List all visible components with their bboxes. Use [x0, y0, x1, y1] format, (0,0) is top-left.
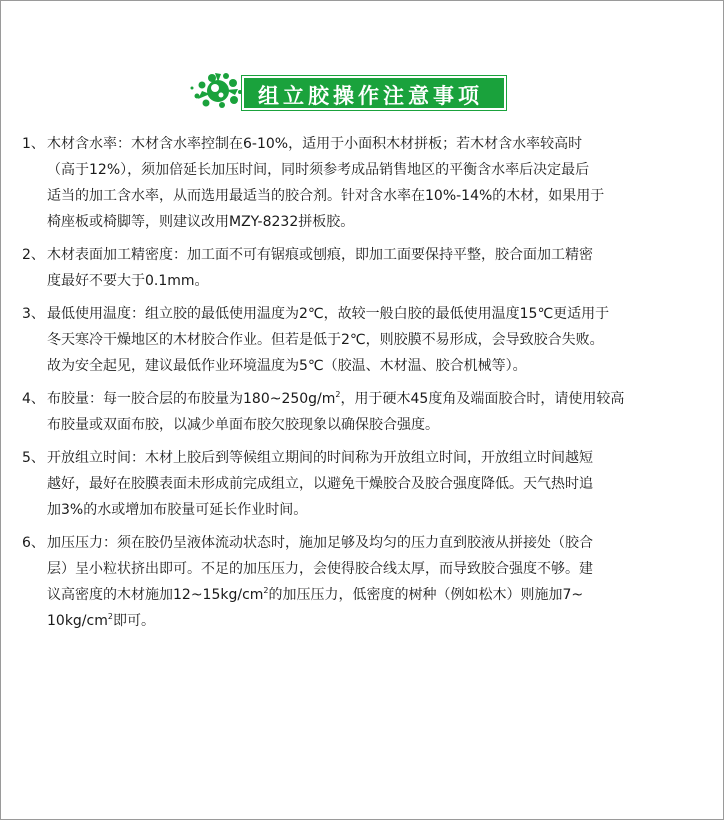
- item-line: 加3%的水或增加布胶量可延长作业时间。: [47, 502, 308, 518]
- item-number: 2、: [22, 247, 45, 263]
- page-title: 组立胶操作注意事项: [258, 84, 483, 108]
- text-segment: 的加压压力，低密度的树种（例如松木）则施加7~: [268, 587, 584, 603]
- item-line: 木材含水率：木材含水率控制在6-10%，适用于小面积木材拼板；若木材含水率较高时: [47, 136, 583, 152]
- list-item: [22, 445, 702, 523]
- list-item: [22, 386, 702, 438]
- item-line: [47, 608, 702, 634]
- item-line: 冬天寒冷干燥地区的木材胶合作业。但若是低于2℃，则胶膜不易形成，会导致胶合失败。: [47, 332, 604, 348]
- item-line: 适当的加工含水率，从而选用最适当的胶合剂。针对含水率在10%-14%的木材，如果用于: [47, 188, 605, 204]
- item-number: 1、: [22, 136, 45, 152]
- text-segment: 10kg/cm: [47, 613, 108, 629]
- text-segment: 布胶量：每一胶合层的布胶量为180~250g/m: [47, 391, 336, 407]
- paint-splat-icon: [188, 70, 248, 110]
- item-line: 椅座板或椅脚等，则建议改用MZY-8232拼板胶。: [47, 214, 355, 230]
- item-line: 层）呈小粒状挤出即可。不足的加压压力，会使得胶合线太厚，而导致胶合强度不够。建: [47, 561, 593, 577]
- item-line: 最低使用温度：组立胶的最低使用温度为2℃，故较一般白胶的最低使用温度15℃更适用于: [47, 306, 610, 322]
- notes-list: [22, 131, 702, 641]
- text-segment: 议高密度的木材施加12~15kg/cm: [47, 587, 264, 603]
- item-line: 越好，最好在胶膜表面未形成前完成组立，以避免干燥胶合及胶合强度降低。天气热时追: [47, 476, 593, 492]
- header: [188, 70, 510, 110]
- list-item: [22, 131, 702, 235]
- item-line: 木材表面加工精密度：加工面不可有锯痕或刨痕，即加工面要保持平整，胶合面加工精密: [47, 247, 593, 263]
- text-segment: 即可。: [112, 613, 155, 629]
- item-line: 开放组立时间：木材上胶后到等候组立期间的时间称为开放组立时间，开放组立时间越短: [47, 450, 593, 466]
- title-banner: [242, 76, 506, 110]
- item-number: 3、: [22, 306, 45, 322]
- superscript: 2: [335, 390, 341, 399]
- item-line: 加压压力：须在胶仍呈液体流动状态时，施加足够及均匀的压力直到胶液从拼接处（胶合: [47, 535, 593, 551]
- superscript: 2: [263, 586, 269, 595]
- item-line: 布胶量或双面布胶，以减少单面布胶欠胶现象以确保胶合强度。: [47, 417, 439, 433]
- list-item: [22, 530, 702, 634]
- item-line: [47, 386, 702, 412]
- item-number: 6、: [22, 535, 45, 551]
- item-line: （高于12%），须加倍延长加压时间，同时须参考成品销售地区的平衡含水率后决定最后: [47, 162, 590, 178]
- list-item: [22, 301, 702, 379]
- list-item: [22, 242, 702, 294]
- item-number: 4、: [22, 391, 45, 407]
- item-line: 故为安全起见，建议最低作业环境温度为5℃（胶温、木材温、胶合机械等）。: [47, 358, 527, 374]
- item-number: 5、: [22, 450, 45, 466]
- text-segment: ，用于硬木45度角及端面胶合时，请使用较高: [340, 391, 625, 407]
- item-line: [47, 582, 702, 608]
- superscript: 2: [107, 612, 113, 621]
- item-line: 度最好不要大于0.1mm。: [47, 273, 209, 289]
